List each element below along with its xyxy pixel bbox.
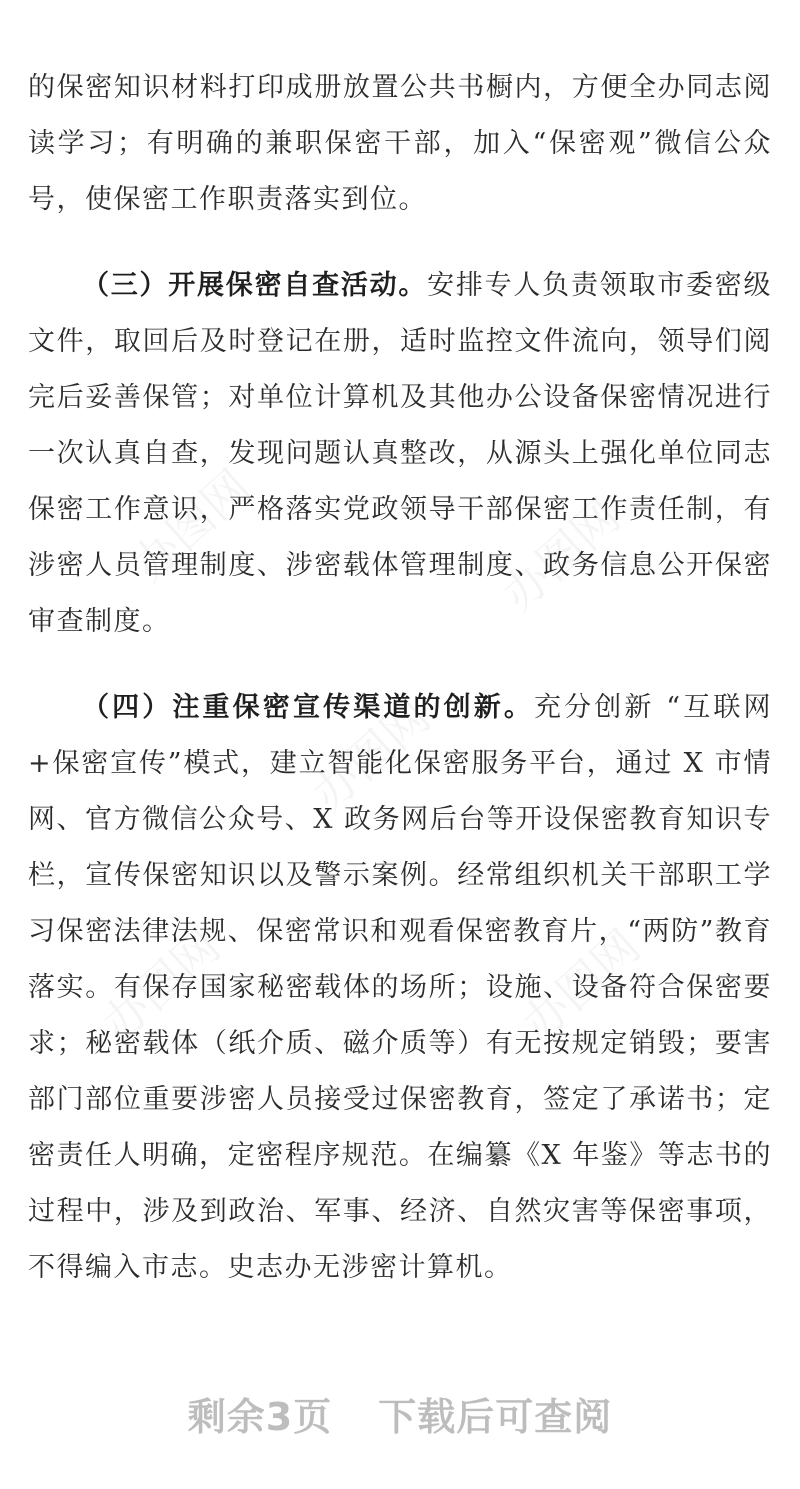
section-heading: （四）注重保密宣传渠道的创新。 [82,692,535,723]
download-to-view-label: 下载后可查阅 [378,1395,613,1439]
paragraph-continuation: 的保密知识材料打印成册放置公共书橱内，方便全办同志阅读学习；有明确的兼职保密干部，加入“保密观”微信公众号，使保密工作职责落实到位。 [28,72,772,215]
remaining-pages-label: 剩余3页 [187,1395,333,1439]
section-body: 安排专人负责领取市委密级文件，取回后及时登记在册，适时监控文件流向，领导们阅完后妥善保管；对单位计算机及其他办公设备保密情况进行一次认真自查，发现问题认真整改，从源头上强化单位同志保密工作意识，严格落实党政领导干部保密工作责任制，有涉密人员管理制度、涉密载体管理制度、政务信息公开保密审查制度。 [28,270,773,637]
document-body [28,60,772,1296]
section-heading: （三）开展保密自查活动。 [82,270,428,301]
download-prompt[interactable] [0,1386,800,1441]
section-publicity-innovation [28,680,772,1296]
section-body: 充分创新 “互联网+保密宣传”模式，建立智能化保密服务平台，通过 X 市情网、官方微信公众号、X 政务网后台等开设保密教育知识专栏，宣传保密知识以及警示案例。经常组织机关干部职工学习保密法律法规、保密常识和观看保密教育片，“两防”教育落实。有保存国家秘密载体的场所；设施、设备符合保密要求；秘密载体（纸介质、磁介质等）有无按规定销毁；要害部门部位重要涉密人员接受过保密教育，签定了承诺书；定密责任人明确，定密程序规范。在编纂《X 年鉴》等志书的过程中，涉及到政治、军事、经济、自然灾害等保密事项，不得编入市志。史志办无涉密计算机。 [28,692,772,1283]
section-self-inspection [28,258,772,650]
